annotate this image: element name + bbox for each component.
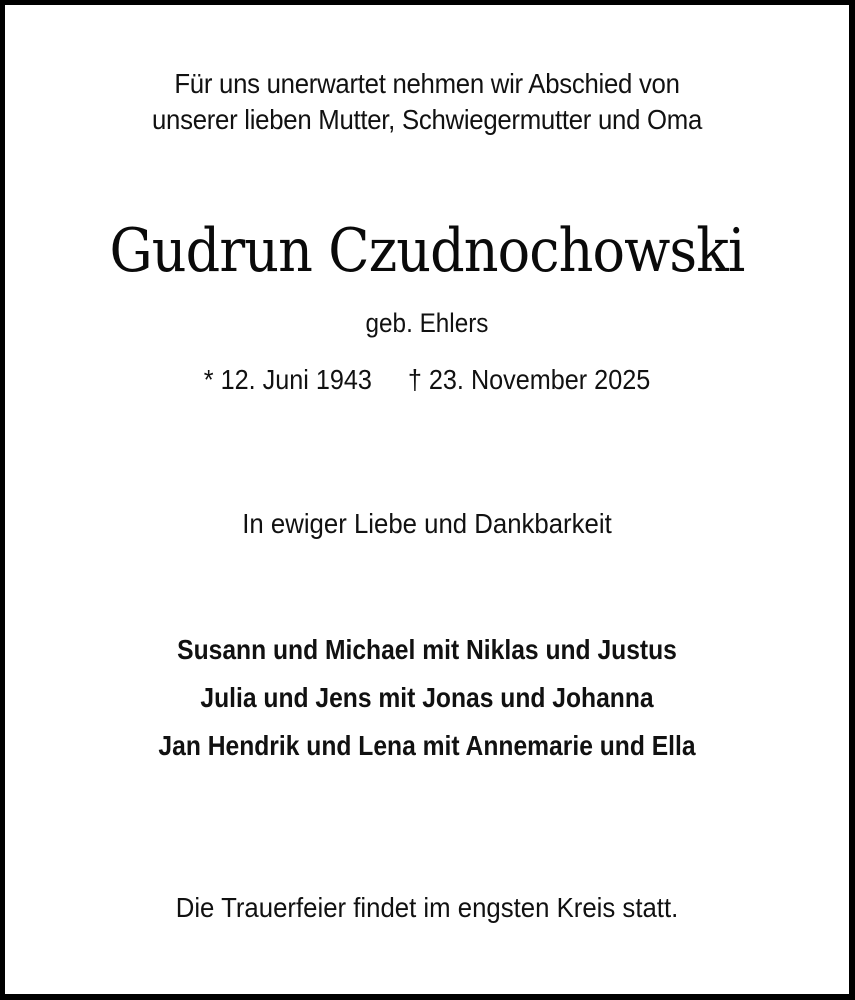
intro-line-1: Für uns unerwartet nehmen wir Abschied von bbox=[174, 68, 680, 99]
mourner-line-1: Susann und Michael mit Niklas und Justus bbox=[177, 634, 677, 665]
tribute-text: In ewiger Liebe und Dankbarkeit bbox=[242, 508, 612, 539]
deceased-name: Gudrun Czudnochowski bbox=[109, 216, 745, 286]
mourner-line-3: Jan Hendrik und Lena mit Annemarie und Ella bbox=[158, 730, 696, 761]
intro-line-2: unserer lieben Mutter, Schwiegermutter und Oma bbox=[151, 104, 702, 135]
birth-date: * 12. Juni 1943 bbox=[203, 364, 372, 395]
life-dates bbox=[47, 361, 807, 399]
maiden-name: geb. Ehlers bbox=[365, 308, 489, 338]
death-date: † 23. November 2025 bbox=[407, 364, 651, 395]
mourner-line-2: Julia und Jens mit Jonas und Johanna bbox=[200, 682, 654, 713]
funeral-note: Die Trauerfeier findet im engsten Kreis statt. bbox=[175, 892, 679, 923]
